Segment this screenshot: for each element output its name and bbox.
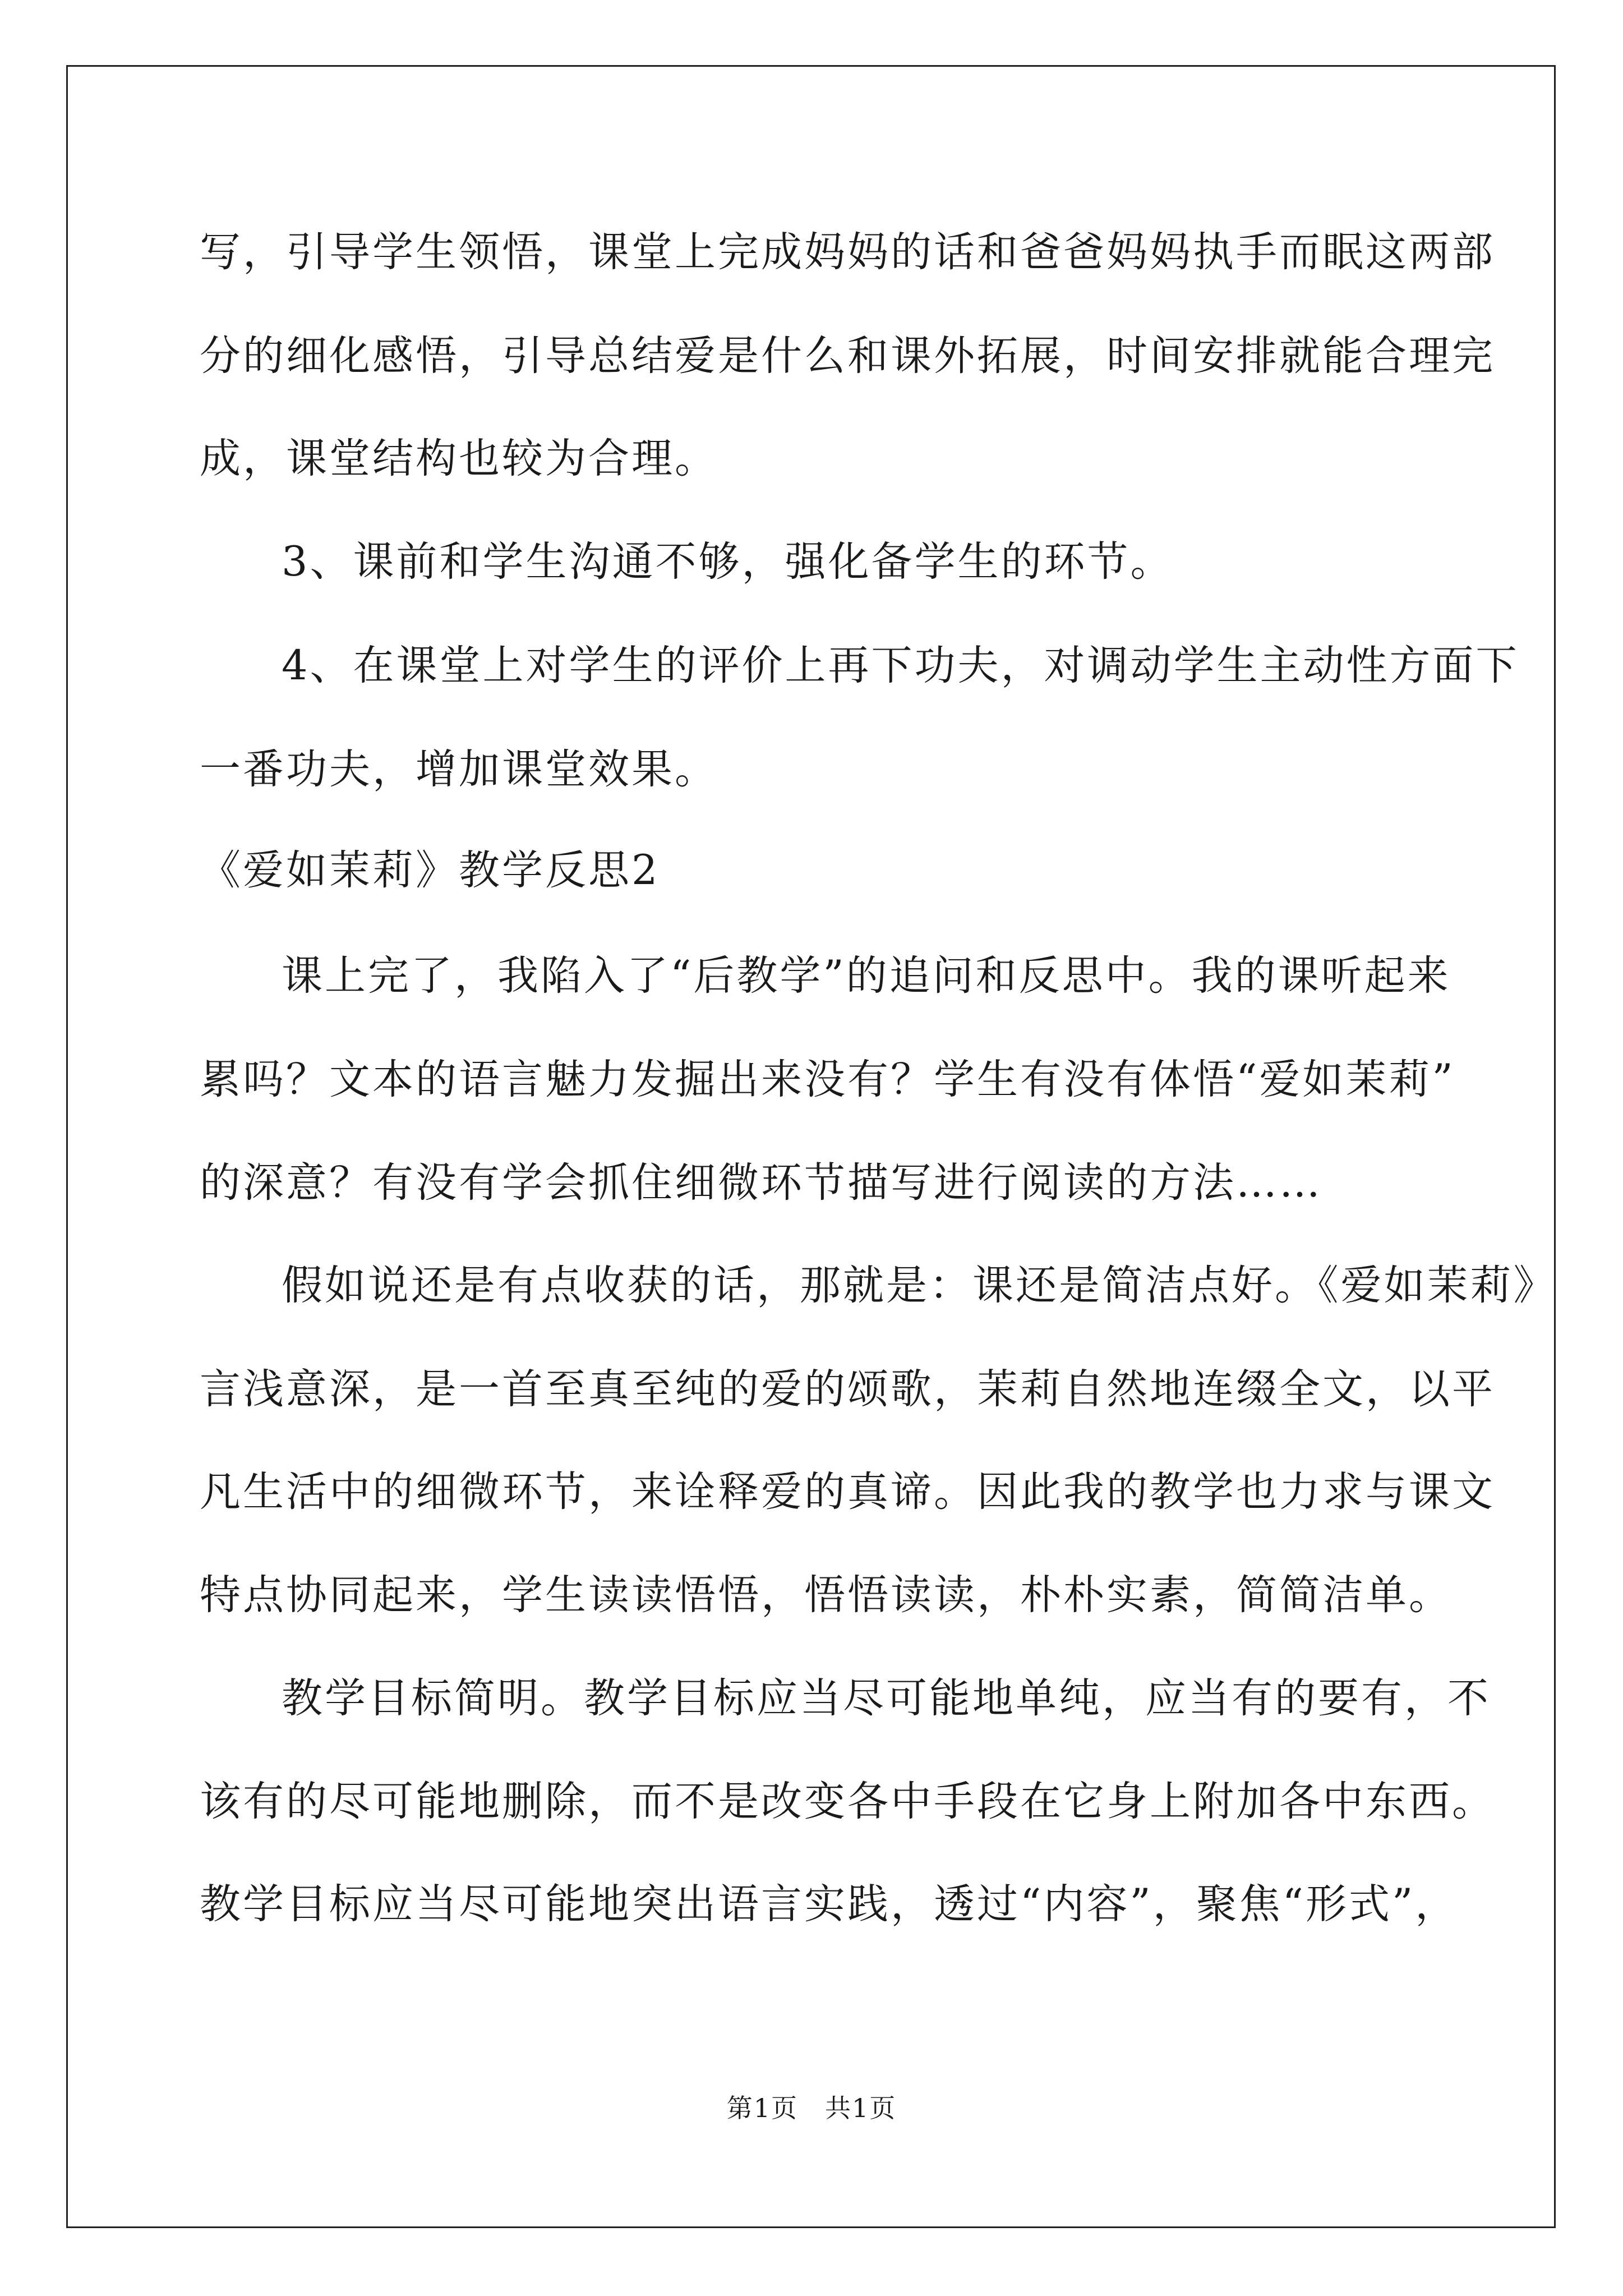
text-line: 教学目标简明。教学目标应当尽可能地单纯，应当有的要有，不	[282, 1674, 1491, 1722]
text-line: 该有的尽可能地删除，而不是改变各中手段在它身上附加各中东西。	[200, 1778, 1495, 1825]
text-line: 特点协同起来，学生读读悟悟，悟悟读读，朴朴实素，简简洁单。	[200, 1571, 1452, 1619]
text-line: 课上完了，我陷入了“后教学”的追问和反思中。我的课听起来	[282, 952, 1451, 1000]
text-line: 假如说还是有点收获的话，那就是：课还是简洁点好。《爱如茉莉》	[282, 1262, 1557, 1309]
text-line: 凡生活中的细微环节，来诠释爱的真谛。因此我的教学也力求与课文	[200, 1468, 1495, 1516]
text-line: 成，课堂结构也较为合理。	[200, 435, 718, 482]
text-line: 写，引导学生领悟，课堂上完成妈妈的话和爸爸妈妈执手而眠这两部	[200, 228, 1495, 276]
text-line: 分的细化感悟，引导总结爱是什么和课外拓展，时间安排就能合理完	[200, 332, 1495, 380]
text-line: 3、课前和学生沟通不够，强化备学生的环节。	[282, 538, 1174, 586]
text-line: 4、在课堂上对学生的评价上再下功夫，对调动学生主动性方面下	[282, 642, 1519, 689]
section-title: 《爱如茉莉》教学反思2	[200, 846, 660, 894]
text-line: 的深意？有没有学会抓住细微环节描写进行阅读的方法……	[200, 1159, 1322, 1207]
page-footer: 第1页 共1页	[726, 2093, 897, 2123]
text-line: 累吗？文本的语言魅力发掘出来没有？学生有没有体悟“爱如茉莉”	[200, 1056, 1455, 1103]
text-line: 教学目标应当尽可能地突出语言实践，透过“内容”，聚焦“形式”，	[200, 1880, 1459, 1928]
text-line: 言浅意深，是一首至真至纯的爱的颂歌，茉莉自然地连缀全文，以平	[200, 1365, 1495, 1413]
text-line: 一番功夫，增加课堂效果。	[200, 746, 718, 793]
